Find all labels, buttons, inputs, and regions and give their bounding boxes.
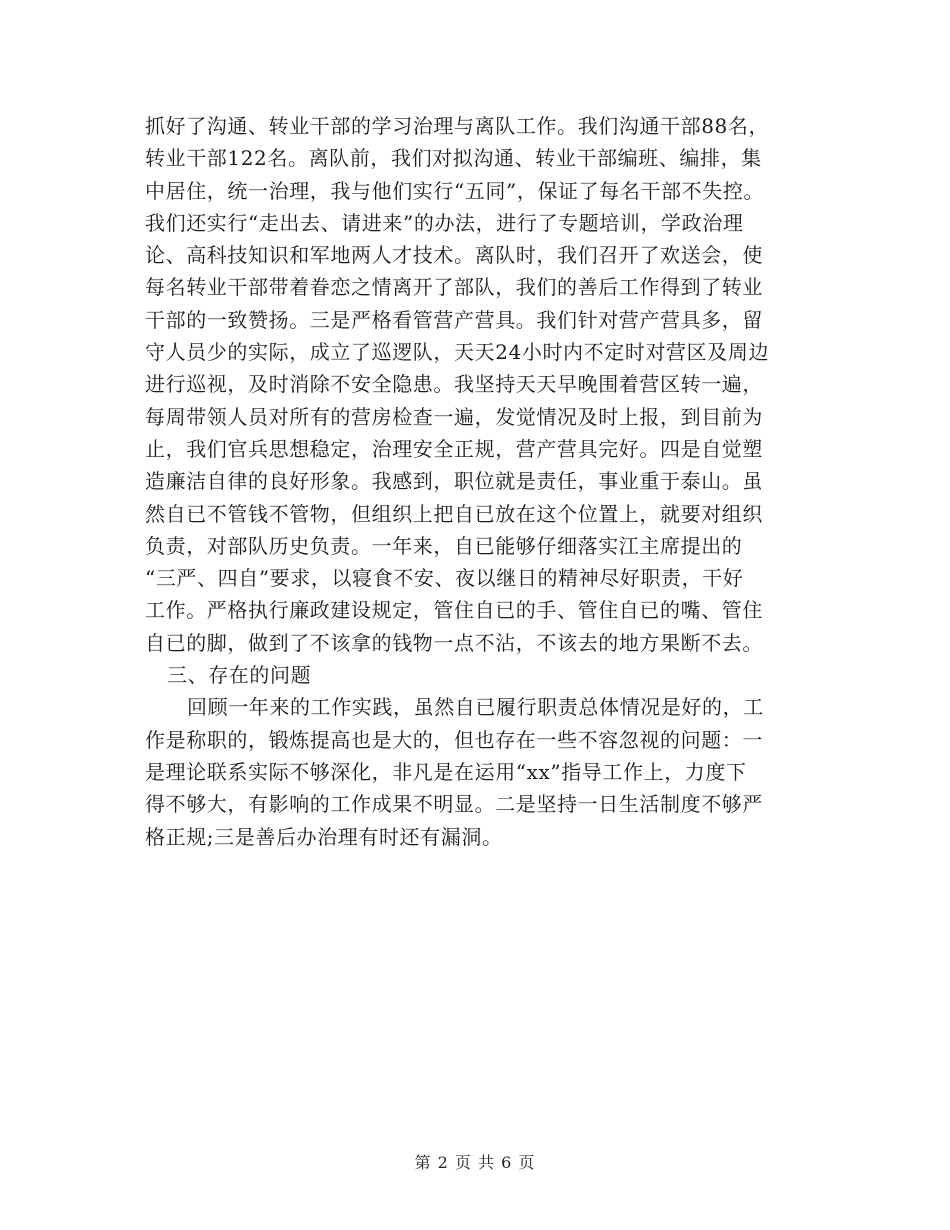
text-line: 负责，对部队历史负责。一年来，自已能够仔细落实江主席提出的 xyxy=(145,533,743,558)
text-line: 然自已不管钱不管物，但组织上把自已放在这个位置上，就要对组织 xyxy=(145,501,763,526)
text-line: 干部的一致赞扬。三是严格看管营产营具。我们针对营产营具多，留 xyxy=(145,307,763,332)
paragraph-problems xyxy=(145,691,825,852)
text-line: 造廉洁自律的良好形象。我感到，职位就是责任，事业重于泰山。虽 xyxy=(145,469,763,494)
text-line: 转业干部122名。离队前，我们对拟沟通、转业干部编班、编排，集 xyxy=(145,146,762,171)
text-line: 格正规;三是善后办治理有时还有漏洞。 xyxy=(145,824,503,849)
body-text xyxy=(145,110,825,853)
text-line: 守人员少的实际，成立了巡逻队，天天24小时内不定时对营区及周边 xyxy=(145,340,770,365)
text-line: 每名转业干部带着眷恋之情离开了部队，我们的善后工作得到了转业 xyxy=(145,275,763,300)
page-number: 第 2 页 共 6 页 xyxy=(414,1153,536,1172)
text-line: 得不够大，有影响的工作成果不明显。二是坚持一日生活制度不够严 xyxy=(145,792,763,817)
paragraph-continued xyxy=(145,110,825,659)
text-line: 是理论联系实际不够深化，非凡是在运用“xx”指导工作上，力度下 xyxy=(145,759,747,784)
text-line: 抓好了沟通、转业干部的学习治理与离队工作。我们沟通干部88名， xyxy=(145,114,770,138)
text-line: 工作。严格执行廉政建设规定，管住自已的手、管住自已的嘴、管住 xyxy=(145,598,763,623)
text-line: 中居住，统一治理，我与他们实行“五同”，保证了每名干部不失控。 xyxy=(145,178,765,203)
text-line: 自已的脚，做到了不该拿的钱物一点不沾，不该去的地方果断不去。 xyxy=(145,630,763,655)
text-line: 作是称职的，锻炼提高也是大的，但也存在一些不容忽视的问题：一 xyxy=(145,727,763,752)
text-line: 每周带领人员对所有的营房检查一遍，发觉情况及时上报，到目前为 xyxy=(145,404,763,429)
page-footer xyxy=(0,1150,950,1173)
section-heading: 三、存在的问题 xyxy=(167,663,312,688)
text-line: 止，我们官兵思想稳定，治理安全正规，营产营具完好。四是自觉塑 xyxy=(145,436,763,461)
text-line: 进行巡视，及时消除不安全隐患。我坚持天天早晚围着营区转一遍， xyxy=(145,372,763,397)
text-line: “三严、四自”要求，以寝食不安、夜以继日的精神尽好职责，干好 xyxy=(145,566,744,591)
text-line: 论、高科技知识和军地两人才技术。离队时，我们召开了欢送会，使 xyxy=(145,243,763,268)
text-line: 我们还实行“走出去、请进来”的办法，进行了专题培训，学政治理 xyxy=(145,210,744,235)
text-line: 回顾一年来的工作实践，虽然自已履行职责总体情况是好的，工 xyxy=(187,695,764,720)
